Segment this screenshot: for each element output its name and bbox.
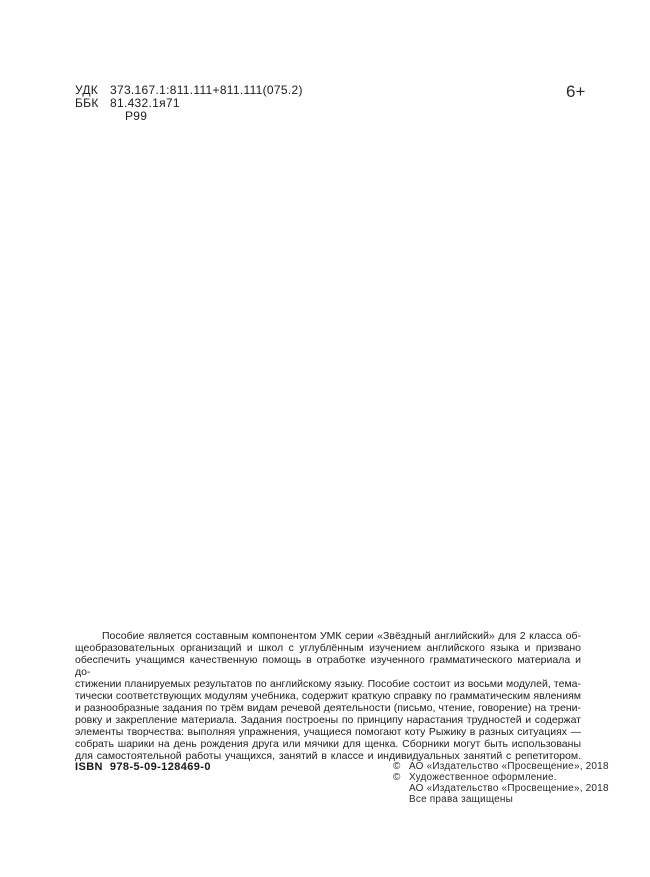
copyright-entry [393, 761, 609, 772]
copyright-entry-lines [409, 772, 609, 805]
copyright-line: Художественное оформление. [409, 772, 557, 783]
annotation-line: стижении планируемых результатов по английскому языку. Пособие состоит из восьми модулей, тема- [75, 678, 581, 690]
annotation-line: тически соответствующих модулям учебника, содержит краткую справку по грамматическим явлениям [75, 690, 581, 702]
annotation-line: и разнообразные задания по трём видам речевой деятельности (письмо, чтение, говорение) на трени- [75, 702, 581, 714]
annotation-line: для самостоятельной работы учащихся, занятий в классе и индивидуальных занятий с репетитором. [75, 750, 581, 762]
bbk-value: 81.432.1я71 [110, 96, 180, 110]
copyright-symbol: © [393, 761, 401, 772]
annotation-paragraph [75, 630, 581, 762]
isbn-line [75, 761, 211, 773]
annotation-line: Пособие является составным компонентом УМК серии «Звёздный английский» для 2 класса об- [102, 630, 581, 642]
copyright-line: АО «Издательство «Просвещение», 2018 [409, 761, 609, 772]
annotation-line: собрать шарики на день рождения друга или мячики для щенка. Сборники могут быть использованы [75, 738, 581, 750]
age-rating-badge: 6+ [566, 82, 586, 101]
copyright-symbol: © [393, 772, 401, 783]
annotation-line: элементы творчества: выполняя упражнения, учащиеся помогают коту Рыжику в разных ситуациях — [75, 726, 581, 738]
annotation-line: ровку и закрепление материала. Задания построены по принципу нарастания трудностей и содержат [75, 714, 581, 726]
copyright-entry [393, 772, 609, 805]
isbn-value: 978-5-09-128469-0 [109, 761, 211, 773]
annotation-line: обеспечить учащимся качественную помощь в отработке изученного грамматического материала и до- [75, 654, 581, 678]
bbk-line [75, 97, 303, 110]
bbk-label: ББК [75, 96, 99, 110]
udk-value: 373.167.1:811.111+811.111(075.2) [110, 83, 303, 97]
classification-block [75, 84, 303, 123]
udk-label: УДК [75, 83, 99, 97]
copyright-entry-lines [409, 761, 609, 772]
copyright-line: АО «Издательство «Просвещение», 2018 [409, 783, 609, 794]
isbn-label: ISBN [75, 761, 103, 773]
copyright-block [393, 761, 609, 805]
author-sign: Р99 [125, 109, 148, 123]
annotation-line: щеобразовательных организаций и школ с углублённым изучением английского языка и призвано [75, 642, 581, 654]
copyright-line: Все права защищены [409, 794, 514, 805]
